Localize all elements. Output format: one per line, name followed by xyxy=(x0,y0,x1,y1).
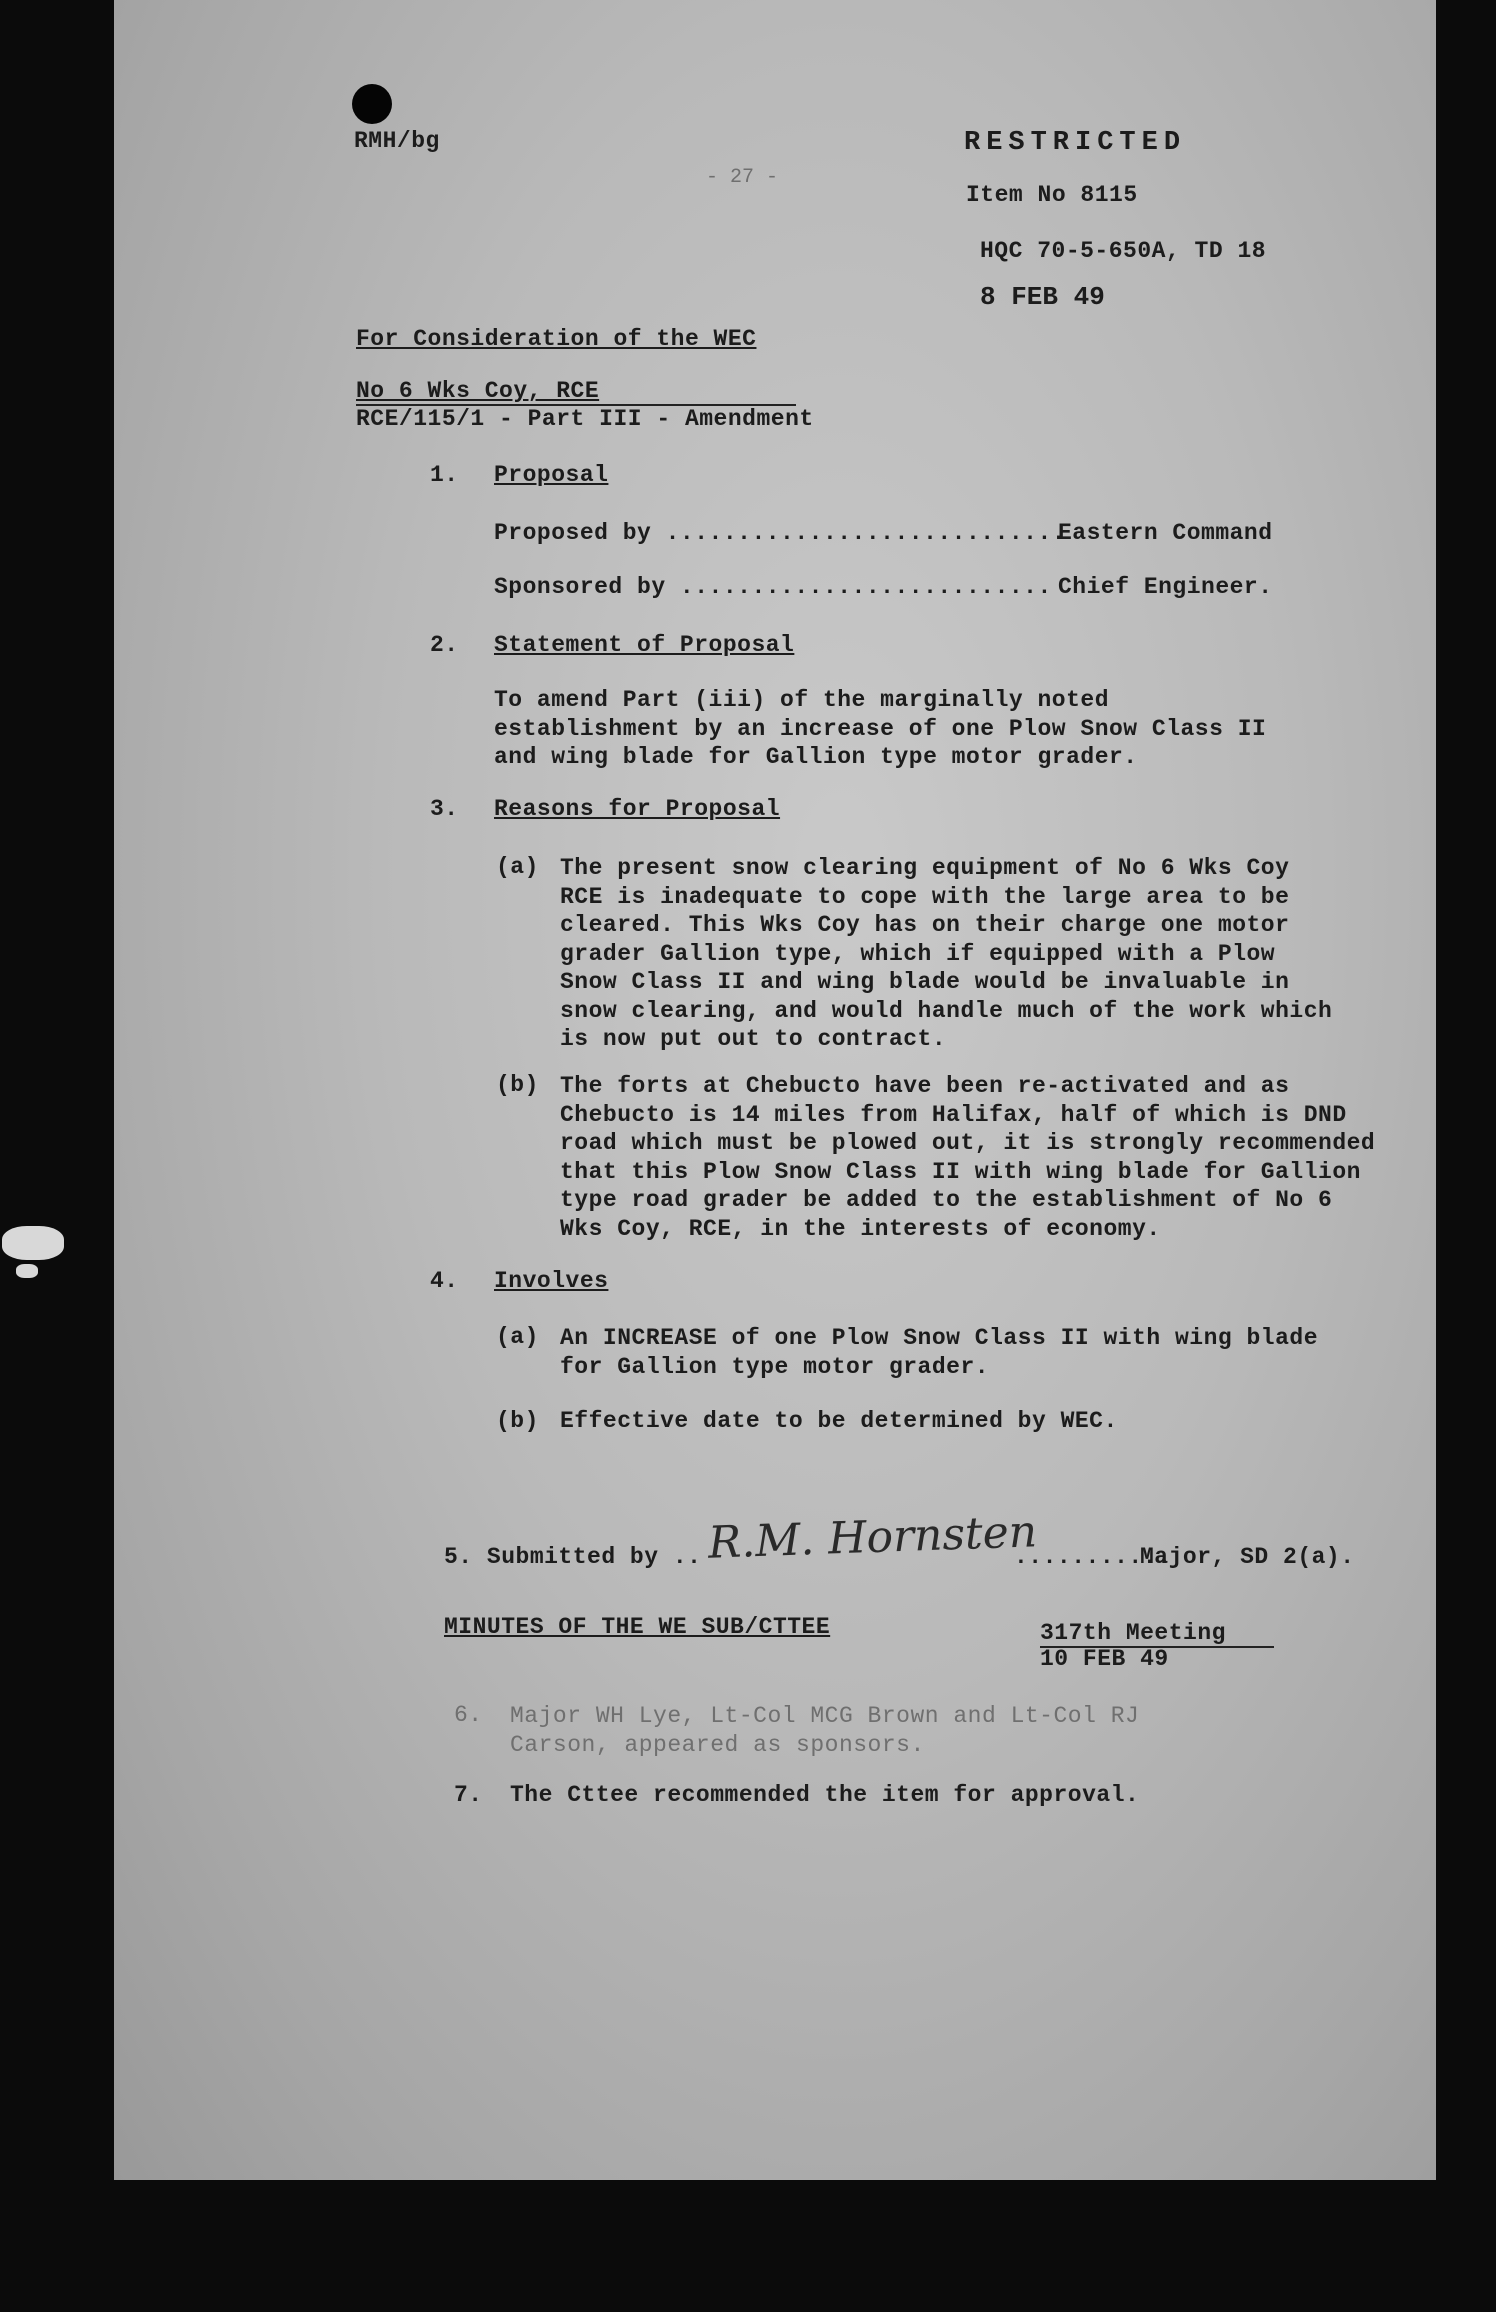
section-4b-text: Effective date to be determined by WEC. xyxy=(560,1408,1118,1434)
section-4-heading: Involves xyxy=(494,1268,609,1294)
section-4a-text: An INCREASE of one Plow Snow Class II with wing blade for Gallion type motor grader. xyxy=(560,1325,1319,1380)
meeting-number: 317th Meeting xyxy=(1040,1620,1226,1646)
section-3a-label: (a) xyxy=(496,854,539,880)
section-3-number: 3. xyxy=(430,796,459,822)
classification: RESTRICTED xyxy=(964,128,1187,158)
sponsored-by-label: Sponsored by .......................... xyxy=(494,574,1052,600)
section-2-number: 2. xyxy=(430,632,459,658)
section-4a-label: (a) xyxy=(496,1324,539,1350)
proposed-by-value: Eastern Command xyxy=(1058,520,1273,546)
punch-hole xyxy=(352,84,392,124)
section-2-text: To amend Part (iii) of the marginally noted establishment by an increase of one Plow Snow Class II and wing blade for Gallion type motor grader. xyxy=(494,687,1267,770)
item-6-number: 6. xyxy=(454,1702,483,1728)
signature: R.M. Hornsten xyxy=(707,1506,1038,1569)
section-3b-text: The forts at Chebucto have been re-activated and as Chebucto is 14 miles from Halifax, half of which is DND road which must be plowed out, it is strongly recommended that this Plow Snow Class II with wing blade for Gallion type road grader be added to the establishment of No 6 Wks Coy, RCE, in the interests of economy. xyxy=(560,1073,1376,1242)
document-date: 8 FEB 49 xyxy=(980,282,1105,312)
ref-initials: RMH/bg xyxy=(354,128,440,154)
section-2-heading: Statement of Proposal xyxy=(494,632,795,658)
item-6-text: Major WH Lye, Lt-Col MCG Brown and Lt-Col RJ Carson, appeared as sponsors. xyxy=(510,1703,1140,1758)
scan-artifact xyxy=(2,1226,64,1260)
section-3a-text: The present snow clearing equipment of No 6 Wks Coy RCE is inadequate to cope with the large area to be cleared. This Wks Coy has on their charge one motor grader Gallion type, which if equipped with a Plow Snow Class II and wing blade would be invaluable in snow clearing, and would handle much of the work which is now put out to contract. xyxy=(560,855,1333,1052)
submitted-by-dots: ........... xyxy=(1014,1544,1172,1570)
scan-artifact xyxy=(16,1264,38,1278)
section-3b-label: (b) xyxy=(496,1072,539,1098)
unit-name: No 6 Wks Coy, RCE xyxy=(356,378,600,404)
item-number: Item No 8115 xyxy=(966,182,1138,208)
submitter-rank: Major, SD 2(a). xyxy=(1140,1544,1355,1570)
meeting-date: 10 FEB 49 xyxy=(1040,1646,1169,1672)
item-7-text: The Cttee recommended the item for approval. xyxy=(510,1782,1140,1808)
submitted-by-label: 5. Submitted by .. xyxy=(444,1544,702,1570)
section-4b-label: (b) xyxy=(496,1408,539,1434)
document-page xyxy=(114,0,1436,2180)
section-1-number: 1. xyxy=(430,462,459,488)
section-1-heading: Proposal xyxy=(494,462,609,488)
item-7-number: 7. xyxy=(454,1782,483,1808)
minutes-heading: MINUTES OF THE WE SUB/CTTEE xyxy=(444,1614,831,1640)
title: For Consideration of the WEC xyxy=(356,326,757,352)
section-4-number: 4. xyxy=(430,1268,459,1294)
sponsored-by-value: Chief Engineer. xyxy=(1058,574,1273,600)
file-reference: HQC 70-5-650A, TD 18 xyxy=(980,238,1267,264)
page-number: - 27 - xyxy=(706,166,779,189)
establishment-reference: RCE/115/1 - Part III - Amendment xyxy=(356,406,814,432)
section-3-heading: Reasons for Proposal xyxy=(494,796,781,822)
proposed-by-label: Proposed by ............................ xyxy=(494,520,1067,546)
